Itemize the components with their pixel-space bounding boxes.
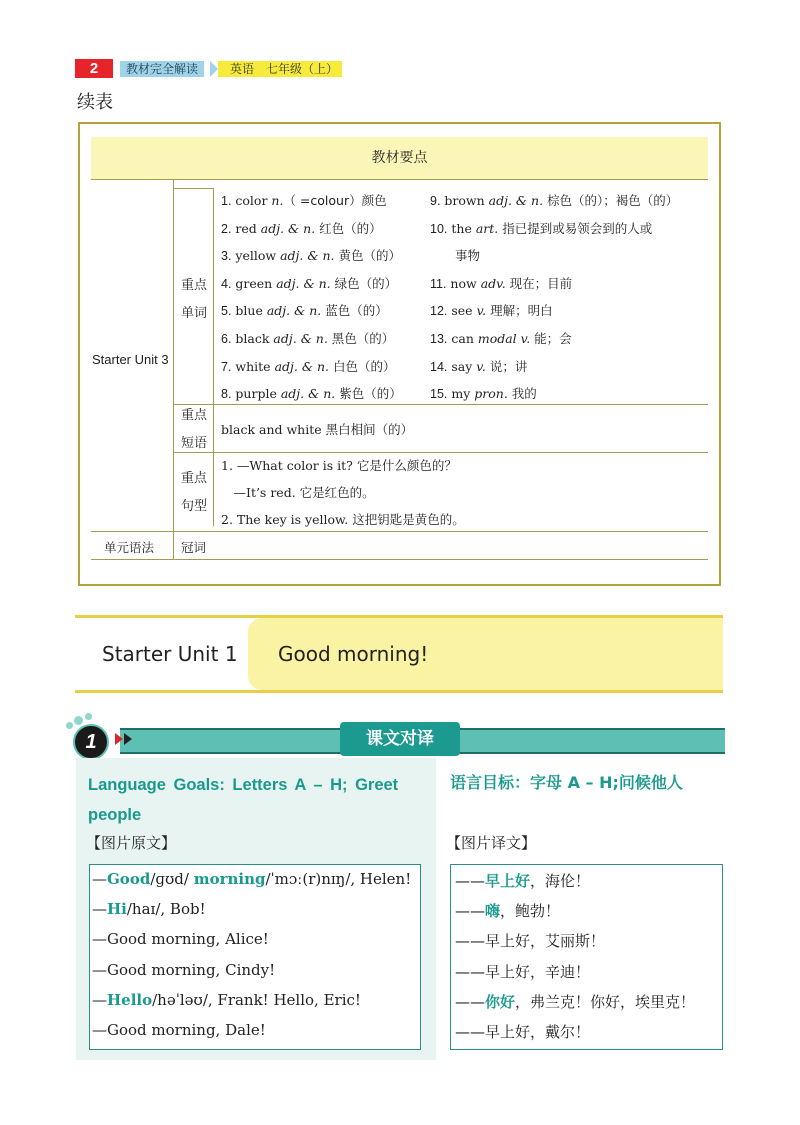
dialogue-line: ——早上好，海伦！ <box>455 872 591 890</box>
play-arrow-icon <box>115 733 123 745</box>
grammar-value: 冠词 <box>181 540 207 555</box>
sentence-item: —It’s red. 它是红色的。 <box>221 485 375 500</box>
page-number: 2 <box>75 59 113 78</box>
sentences-label-line: 句型 <box>180 499 207 514</box>
dialogue-zh-list <box>455 870 695 1051</box>
phrases-label-line: 短语 <box>180 436 207 451</box>
words-label <box>179 272 209 328</box>
play-arrow-icon <box>124 733 132 745</box>
word-item: 3. yellow adj. & n. 黄色（的） <box>221 248 401 264</box>
words-label-line: 单词 <box>180 306 207 321</box>
dialogue-line: ——你好，弗兰克！你好，埃里克！ <box>455 992 696 1011</box>
words-label-line: 重点 <box>180 278 207 293</box>
word-item-continued: 事物 <box>455 248 481 264</box>
word-list-right <box>430 191 678 412</box>
banner-title: Good morning! <box>278 642 429 666</box>
word-item: 5. blue adj. & n. 蓝色（的） <box>221 303 388 319</box>
language-goals-en: Language Goals: Letters A – H; Greet people <box>88 776 399 824</box>
table-line <box>173 188 213 189</box>
word-item: 7. white adj. & n. 白色（的） <box>221 358 396 374</box>
banner-bottom-line <box>75 690 723 693</box>
word-item: 6. black adj. & n. 黑色（的） <box>221 330 395 346</box>
word-item: 14. say v. 说；讲 <box>430 358 528 374</box>
dialogue-line: ——嗨，鲍勃！ <box>455 902 561 921</box>
sentence-item: 1. —What color is it? 它是什么颜色的？ <box>221 458 457 473</box>
dialogue-line: ——早上好，艾丽斯！ <box>455 932 606 951</box>
dialogue-line: —Good morning, Cindy! <box>92 960 276 979</box>
phrases-label <box>179 402 209 458</box>
grammar-label: 单元语法 <box>104 540 155 555</box>
decorative-dot <box>74 716 83 725</box>
sentences-label <box>179 465 209 521</box>
word-item: 10. the art. 指已提到或易领会到的人或 <box>430 220 653 236</box>
word-item: 12. see v. 理解；明白 <box>430 303 553 319</box>
table-line <box>213 188 214 526</box>
dialogue-line: —Hello/həˈləʊ/, Frank! Hello, Eric! <box>92 990 361 1009</box>
word-item: 15. my pron. 我的 <box>430 386 537 402</box>
word-item: 9. brown adj. & n. 棕色（的）；褐色（的） <box>430 193 679 208</box>
language-goals-zh: 语言目标：字母 A – H;问候他人 <box>450 773 683 792</box>
word-list-left <box>221 191 402 412</box>
dialogue-line: ——早上好，戴尔！ <box>455 1022 591 1041</box>
continued-label: 续表 <box>77 92 113 113</box>
decorative-dot <box>85 713 92 720</box>
table-line <box>91 179 708 180</box>
sentences-label-line: 重点 <box>180 471 207 486</box>
book-title: 教材完全解读 <box>120 61 204 77</box>
translation-label: 【图片译文】 <box>446 834 537 852</box>
unit-label: Starter Unit 3 <box>92 352 169 367</box>
word-item: 13. can modal v. 能；会 <box>430 330 572 346</box>
dialogue-line: —Hi/haɪ/, Bob! <box>92 900 206 919</box>
section-title: 课文对译 <box>340 722 460 756</box>
phrases-label-line: 重点 <box>180 408 207 423</box>
phrase-text: black and white 黑白相间（的） <box>221 422 414 437</box>
source-label: 【图片原文】 <box>86 834 177 852</box>
table-line <box>173 179 174 559</box>
word-item: 8. purple adj. & n. 紫色（的） <box>221 386 402 402</box>
dialogue-line: ——早上好，辛迪！ <box>455 962 591 981</box>
banner-unit: Starter Unit 1 <box>102 642 238 666</box>
header-chevron <box>210 61 218 77</box>
table-header: 教材要点 <box>91 137 708 179</box>
word-item: 2. red adj. & n. 红色（的） <box>221 220 382 236</box>
dialogue-line: —Good morning, Dale! <box>92 1020 266 1039</box>
table-line <box>173 452 708 453</box>
word-item: 11. now adv. 现在；目前 <box>430 275 573 291</box>
decorative-dot <box>66 722 73 729</box>
word-item: 4. green adj. & n. 绿色（的） <box>221 275 398 291</box>
subject-text: 英语 七年级（上） <box>230 62 339 76</box>
word-item: 1. color n.（ =colour）颜色 <box>221 193 387 208</box>
sentence-item: 2. The key is yellow. 这把钥匙是黄色的。 <box>221 512 465 527</box>
table-line <box>91 559 708 560</box>
dialogue-line: —Good/ɡʊd/ morning/ˈmɔː(r)nɪŋ/, Helen! <box>92 870 412 888</box>
section-number: 1 <box>73 724 109 760</box>
dialogue-line: —Good morning, Alice! <box>92 930 269 949</box>
dialogue-en-list <box>92 870 411 1051</box>
subject-label <box>218 61 342 77</box>
sentence-list <box>221 456 465 537</box>
